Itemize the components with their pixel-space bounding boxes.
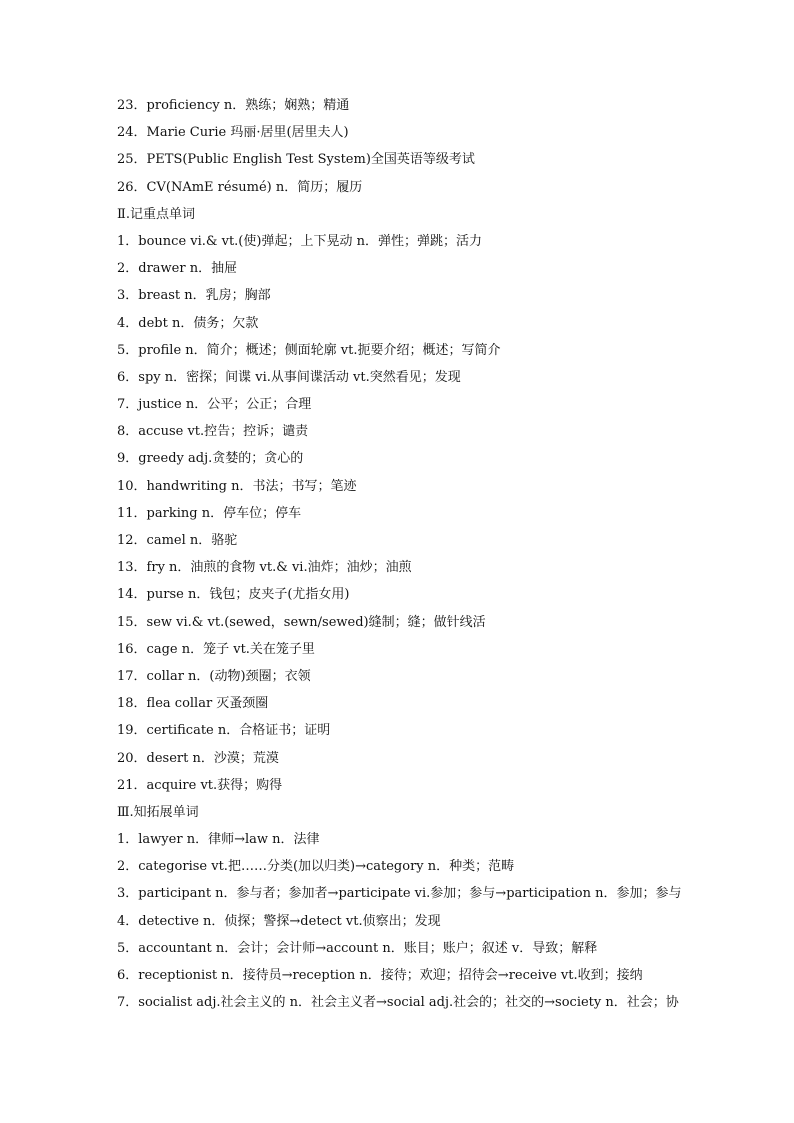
key-word-10: 10．handwriting n．书法；书写；笔迹 xyxy=(117,478,357,494)
vocab-line-24: 24．Marie Curie 玛丽·居里(居里夫人) xyxy=(117,125,349,141)
key-word-6: 6．spy n．密探；间谍 vi.从事间谍活动 vt.突然看见；发现 xyxy=(117,369,461,385)
extended-word-7: 7．socialist adj.社会主义的 n．社会主义者→social adj.社会的；社交的→society n．社会；协 xyxy=(117,995,679,1011)
vocabulary-list xyxy=(117,92,757,1016)
key-word-8: 8．accuse vt.控告；控诉；谴责 xyxy=(117,424,309,440)
key-word-3: 3．breast n．乳房；胸部 xyxy=(117,288,271,304)
vocab-line-26: 26．CV(NAmE résumé) n．简历；履历 xyxy=(117,179,363,195)
key-word-13: 13．fry n．油煎的食物 vt.& vi.油炸；油炒；油煎 xyxy=(117,560,412,576)
key-word-17: 17．collar n．(动物)颈圈；衣领 xyxy=(117,668,311,684)
key-word-16: 16．cage n．笼子 vt.关在笼子里 xyxy=(117,641,315,657)
extended-word-3: 3．participant n．参与者；参加者→participate vi.参加；参与→participation n．参加；参与 xyxy=(117,886,682,902)
key-word-15: 15．sew vi.& vt.(sewed，sewn/sewed)缝制；缝；做针线活 xyxy=(117,614,486,630)
extended-word-6: 6．receptionist n．接待员→reception n．接待；欢迎；招待会→receive vt.收到；接纳 xyxy=(117,968,643,983)
key-word-9: 9．greedy adj.贪婪的；贪心的 xyxy=(117,451,304,467)
key-word-18: 18．flea collar 灭蚤颈圈 xyxy=(117,696,269,712)
extended-word-4: 4．detective n．侦探；警探→detect vt.侦察出；发现 xyxy=(117,913,441,929)
key-word-7: 7．justice n．公平；公正；合理 xyxy=(117,397,312,413)
key-word-5: 5．profile n．简介；概述；侧面轮廓 vt.扼要介绍；概述；写简介 xyxy=(117,342,501,358)
key-word-11: 11．parking n．停车位；停车 xyxy=(117,505,302,521)
section-heading-2: Ⅱ.记重点单词 xyxy=(117,206,195,222)
key-word-2: 2．drawer n．抽屉 xyxy=(117,261,238,277)
key-word-19: 19．certificate n．合格证书；证明 xyxy=(117,723,331,739)
vocab-line-23: 23．proficiency n．熟练；娴熟；精通 xyxy=(117,98,350,113)
key-word-14: 14．purse n．钱包；皮夹子(尤指女用) xyxy=(117,587,350,603)
key-word-1: 1．bounce vi.& vt.(使)弹起；上下晃动 n．弹性；弹跳；活力 xyxy=(117,233,482,249)
section-heading-3: Ⅲ.知拓展单词 xyxy=(117,804,199,820)
key-word-21: 21．acquire vt.获得；购得 xyxy=(117,777,283,793)
key-word-20: 20．desert n．沙漠；荒漠 xyxy=(117,750,279,766)
extended-word-2: 2．categorise vt.把……分类(加以归类)→category n．种类；范畴 xyxy=(117,859,515,875)
extended-word-1: 1．lawyer n．律师→law n．法律 xyxy=(117,832,320,848)
key-word-4: 4．debt n．债务；欠款 xyxy=(117,315,259,331)
extended-word-5: 5．accountant n．会计；会计师→account n．账目；账户；叙述 v．导致；解释 xyxy=(117,940,598,956)
vocab-line-25: 25．PETS(Public English Test System)全国英语等级考试 xyxy=(117,152,475,168)
key-word-12: 12．camel n．骆驼 xyxy=(117,533,238,548)
